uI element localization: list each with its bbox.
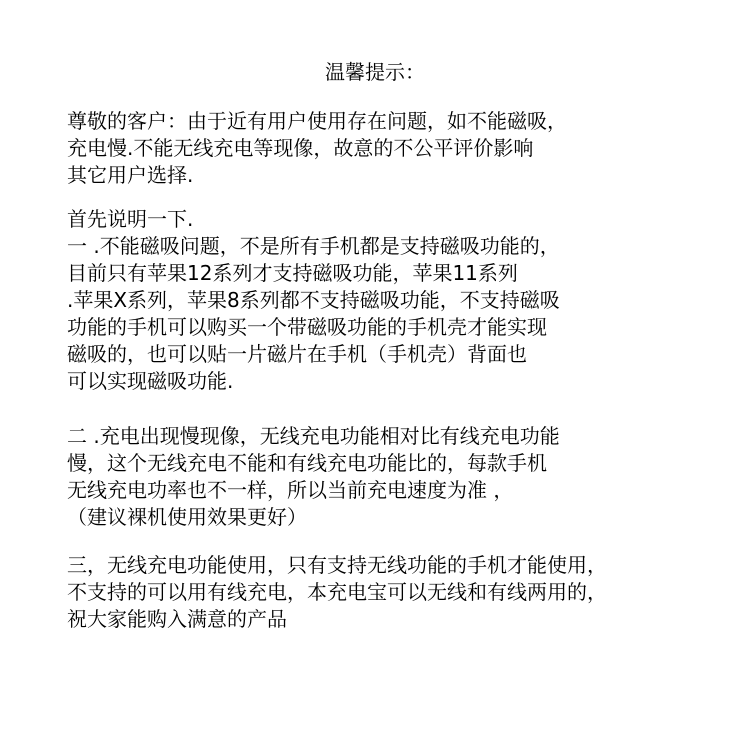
text-line: 充电慢.不能无线充电等现像，故意的不公平评价影响 <box>67 136 534 160</box>
text-line: 首先说明一下. <box>67 207 194 231</box>
intro-paragraph <box>67 108 727 189</box>
text-line: 其它用户选择. <box>67 163 194 187</box>
text-line: 可以实现磁吸功能. <box>67 369 234 393</box>
text-line: 无线充电功率也不一样，所以当前充电速度为准 ， <box>67 478 514 502</box>
section-two-paragraph <box>67 423 727 531</box>
text-line: 一 .不能磁吸问题，不是所有手机都是支持磁吸功能的， <box>67 234 560 258</box>
section-three-paragraph <box>67 552 727 633</box>
text-line: 二 .充电出现慢现像，无线充电功能相对比有线充电功能 <box>67 424 560 448</box>
text-line: （建议裸机使用效果更好） <box>67 505 307 529</box>
text-line: 尊敬的客户：由于近有用户使用存在问题，如不能磁吸， <box>67 109 567 133</box>
text-line: 功能的手机可以购买一个带磁吸功能的手机壳才能实现 <box>67 315 547 339</box>
text-line: 磁吸的，也可以贴一片磁片在手机（手机壳）背面也 <box>67 342 527 366</box>
text-line: 祝大家能购入满意的产品 <box>67 607 287 631</box>
text-line: 慢，这个无线充电不能和有线充电功能比的，每款手机 <box>67 451 547 475</box>
notice-title: 温馨提示： <box>325 60 425 84</box>
text-line: 三，无线充电功能使用，只有支持无线功能的手机才能使用， <box>67 553 607 577</box>
section-one-paragraph <box>67 206 727 395</box>
text-line: 不支持的可以用有线充电，本充电宝可以无线和有线两用的， <box>67 580 607 604</box>
text-line: .苹果X系列，苹果8系列都不支持磁吸功能，不支持磁吸 <box>67 288 560 312</box>
text-line: 目前只有苹果12系列才支持磁吸功能，苹果11系列 <box>67 261 518 285</box>
